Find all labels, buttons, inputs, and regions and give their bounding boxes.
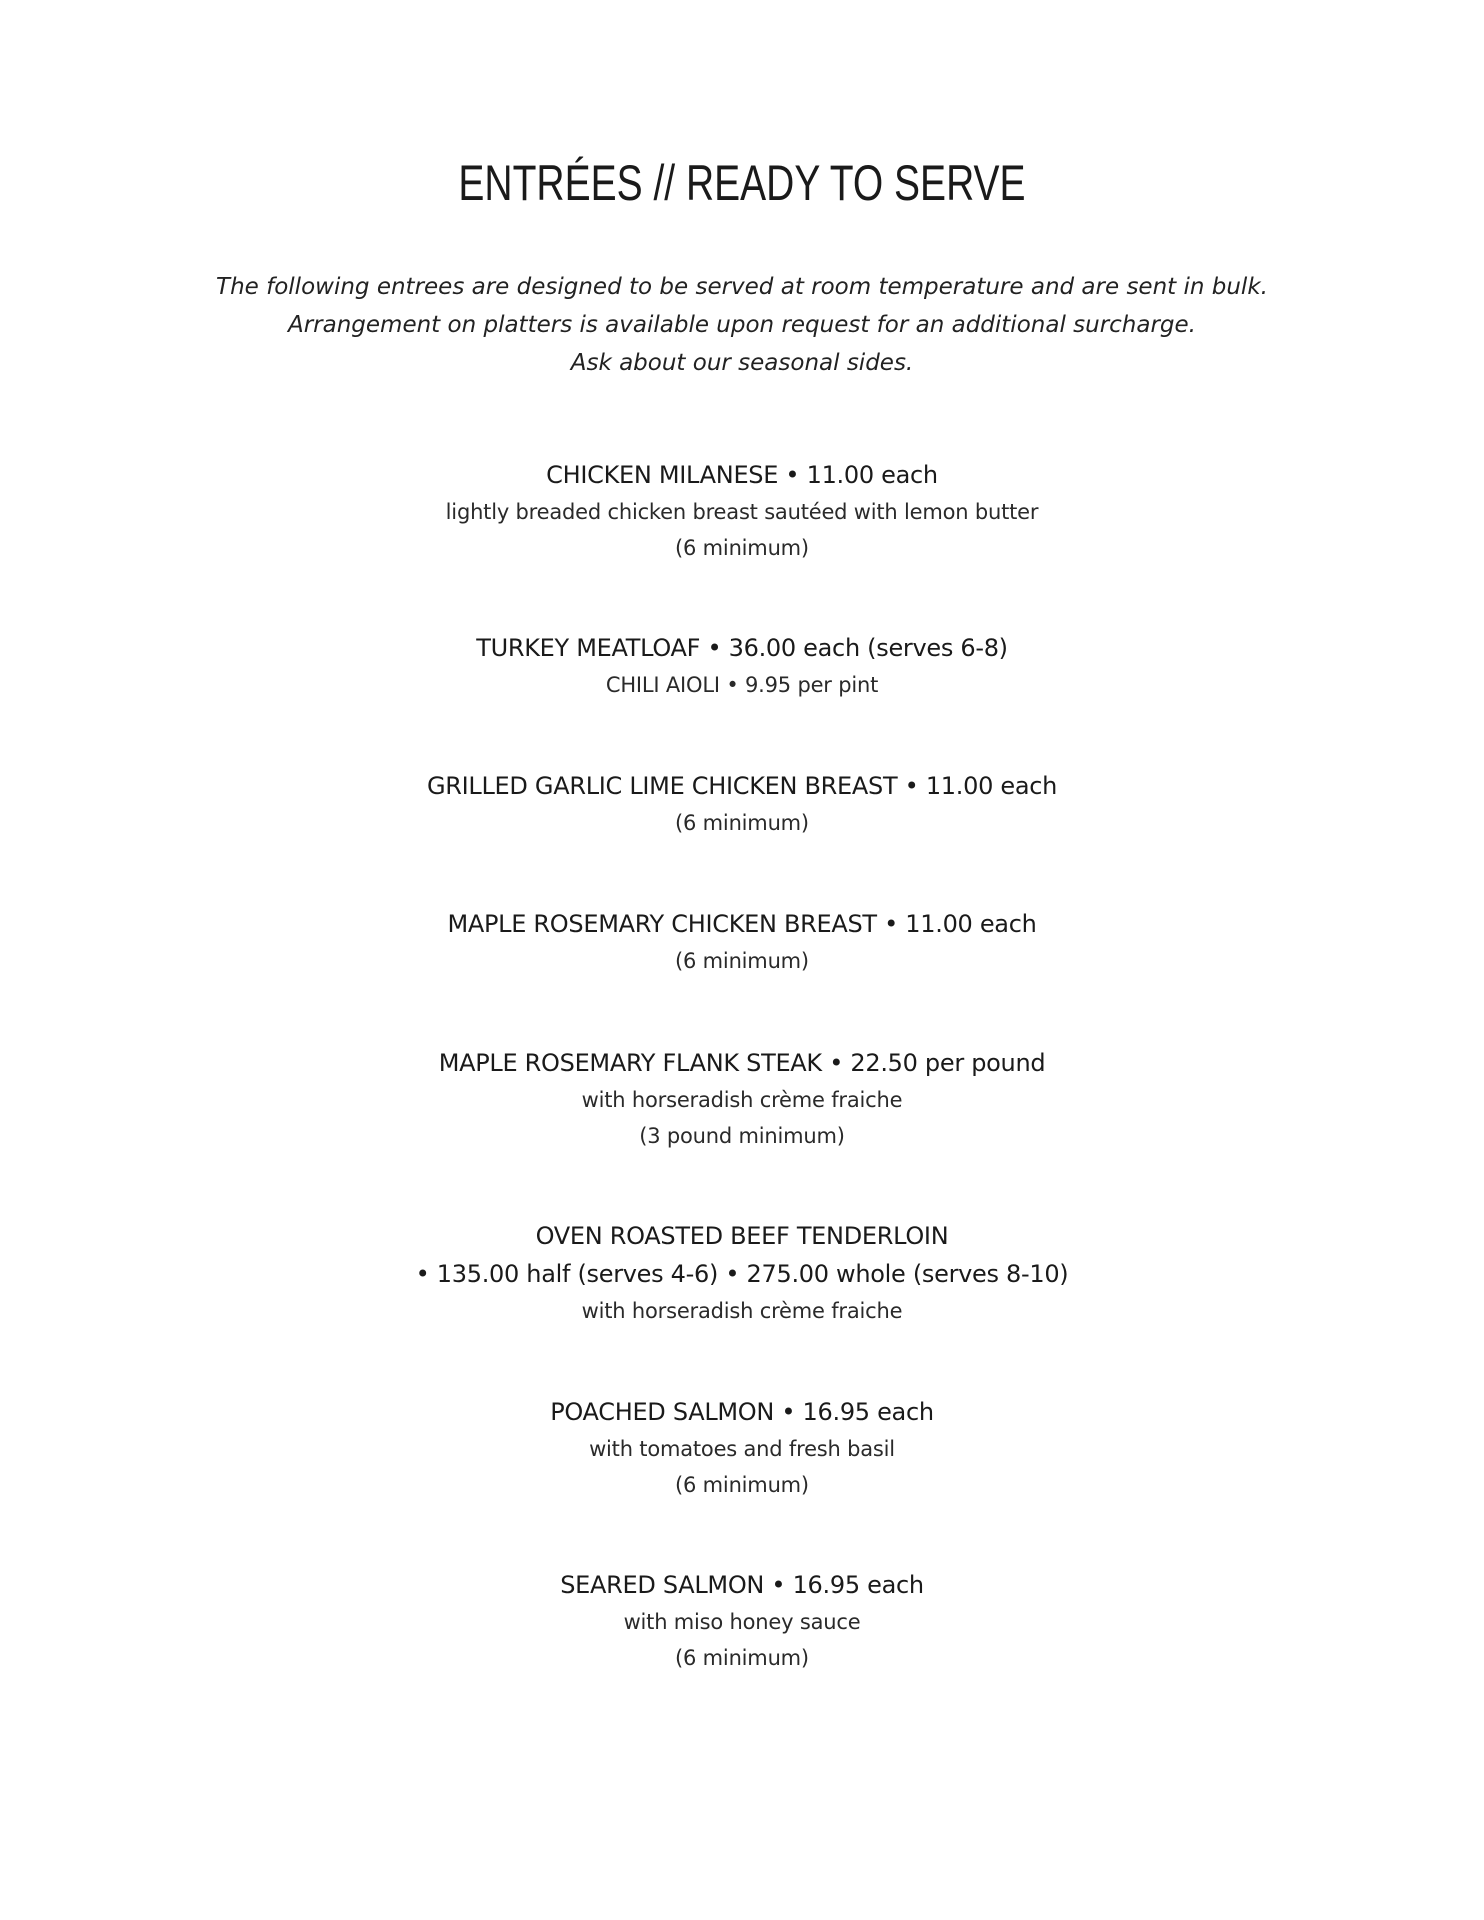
menu-item-minimum: (3 pound minimum) [639,1124,845,1148]
menu-item-name: CHICKEN MILANESE • 11.00 each [546,461,938,489]
menu-item-name: OVEN ROASTED BEEF TENDERLOIN [535,1222,949,1250]
menu-item-turkey-meatloaf [0,629,1484,703]
menu-item-grilled-garlic-lime-chicken [0,767,1484,841]
menu-item-minimum: (6 minimum) [675,1646,809,1670]
menu-item-description: lightly breaded chicken breast sautéed with lemon butter [445,500,1039,524]
menu-item-name: TURKEY MEATLOAF • 36.00 each (serves 6-8) [476,634,1008,662]
menu-item-maple-rosemary-chicken [0,905,1484,979]
menu-item-prices: • 135.00 half (serves 4-6) • 275.00 whole (serves 8-10) [415,1260,1069,1288]
menu-item-minimum: (6 minimum) [675,536,809,560]
menu-item-seared-salmon [0,1566,1484,1676]
intro-text [0,268,1484,382]
menu-item-chicken-milanese [0,456,1484,566]
menu-item-name: SEARED SALMON • 16.95 each [560,1571,924,1599]
menu-item-description: with miso honey sauce [623,1610,861,1634]
menu-item-description: with tomatoes and fresh basil [589,1437,895,1461]
intro-line: The following entrees are designed to be served at room temperature and are sent in bulk. [216,274,1268,300]
page-title: ENTRÉES // READY TO SERVE [458,155,1026,211]
menu-item-minimum: (6 minimum) [675,1473,809,1497]
menu-item-name: MAPLE ROSEMARY FLANK STEAK • 22.50 per pound [438,1049,1046,1077]
menu-item-name: MAPLE ROSEMARY CHICKEN BREAST • 11.00 each [447,910,1037,938]
menu-item-maple-rosemary-flank-steak [0,1044,1484,1154]
menu-item-beef-tenderloin [0,1217,1484,1329]
menu-item-addon: CHILI AIOLI • 9.95 per pint [605,673,879,697]
menu-item-description: with horseradish crème fraiche [581,1088,903,1112]
menu-item-minimum: (6 minimum) [675,811,809,835]
menu-item-minimum: (6 minimum) [675,949,809,973]
menu-item-poached-salmon [0,1393,1484,1503]
intro-line: Arrangement on platters is available upon request for an additional surcharge. [287,312,1196,338]
menu-item-name: POACHED SALMON • 16.95 each [550,1398,934,1426]
menu-item-description: with horseradish crème fraiche [581,1299,903,1323]
intro-line: Ask about our seasonal sides. [570,350,914,376]
menu-item-name: GRILLED GARLIC LIME CHICKEN BREAST • 11.00 each [426,772,1058,800]
